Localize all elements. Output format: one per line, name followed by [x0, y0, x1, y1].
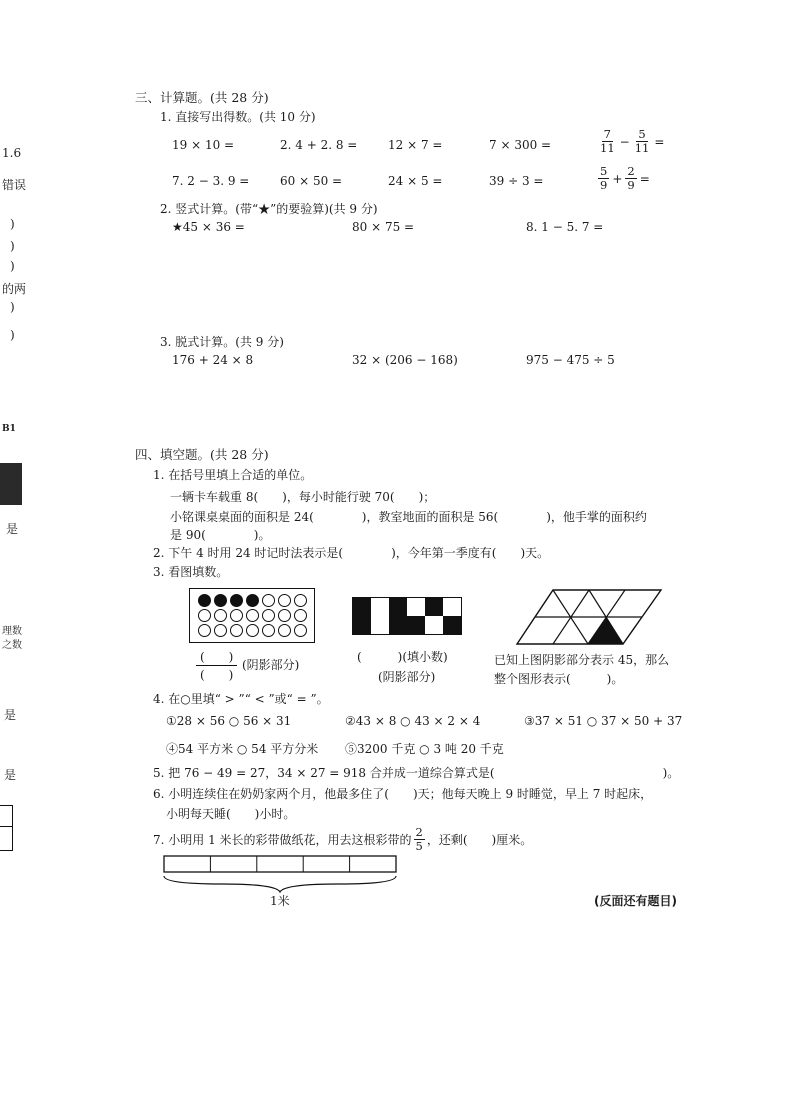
- s3-q2-item-3: 8. 1 − 5. 7 =: [526, 220, 604, 234]
- q7-text-post: ，还剩( )厘米。: [426, 833, 533, 847]
- edge-box: [0, 805, 13, 851]
- black-cell: [407, 616, 425, 634]
- empty-circle: [278, 594, 291, 607]
- ribbon-label: 1米: [270, 894, 290, 908]
- frac-num: 2: [415, 825, 423, 839]
- empty-circle: [214, 624, 227, 637]
- empty-circle: [278, 624, 291, 637]
- s3-q1-r1-c4: 7 × 300 =: [489, 138, 552, 152]
- figure-checker-board: [352, 597, 462, 635]
- footer-note: (反面还有题目): [594, 894, 677, 908]
- edge-frag-4: B1: [2, 424, 16, 434]
- frac-den: 9: [627, 178, 635, 192]
- frac-den: 5: [415, 839, 423, 853]
- s4-q2: 2. 下午 4 时用 24 时记时法表示是( )，今年第一季度有( )天。: [153, 546, 550, 560]
- s3-q3-title: 3. 脱式计算。(共 9 分): [160, 335, 284, 349]
- edge-paren-4: ): [10, 300, 15, 314]
- s3-q1-r1-c2: 2. 4 + 2. 8 =: [280, 138, 358, 152]
- empty-circle: [214, 609, 227, 622]
- white-cell: [425, 616, 443, 634]
- fig2-label: ( )(填小数): [357, 650, 448, 664]
- empty-circle: [230, 609, 243, 622]
- ribbon-bar: [164, 856, 396, 872]
- empty-circle: [262, 609, 275, 622]
- black-cell: [389, 598, 407, 616]
- empty-circle: [246, 624, 259, 637]
- black-cell: [353, 598, 371, 616]
- black-cell: [425, 598, 443, 616]
- edge-frag-6: 理数: [2, 626, 22, 637]
- filled-circle: [214, 594, 227, 607]
- s4-q1-line2: 小铭课桌桌面的面积是 24( )，教室地面的面积是 56( )，他手掌的面积约: [170, 510, 647, 524]
- s3-q1-r2-c4: 39 ÷ 3 =: [489, 174, 544, 188]
- empty-circle: [294, 624, 307, 637]
- frac-num: 7: [603, 127, 611, 141]
- s3-q1-r2-c2: 60 × 50 =: [280, 174, 343, 188]
- s4-q4-r1-2: ②43 × 8 ○ 43 × 2 × 4: [345, 714, 481, 728]
- frac-num: 2: [627, 164, 635, 178]
- frac-b: [633, 128, 652, 155]
- filled-circle: [198, 594, 211, 607]
- brace-icon: [164, 876, 396, 892]
- frac-a: [598, 165, 609, 192]
- edge-frag-1: 1.6: [2, 146, 22, 160]
- s3-q1-r1-c3: 12 × 7 =: [388, 138, 443, 152]
- section3-title: 三、计算题。(共 28 分): [135, 90, 269, 105]
- fig1-den-blank: ( ): [200, 668, 234, 682]
- s4-q6-line1: 6. 小明连续住在奶奶家两个月，他最多住了( )天；他每天晚上 9 时睡觉，早上 7 时起床，: [153, 787, 653, 801]
- edge-paren-3: ): [10, 259, 15, 273]
- s4-q4-title: 4. 在○里填“ > ”“ < ”或“ = ”。: [153, 692, 329, 706]
- frac-den: 9: [600, 178, 608, 192]
- s3-q1-frac-expr-2: [598, 165, 650, 192]
- fig3-line2: 整个图形表示( )。: [494, 672, 624, 686]
- fig1-num-blank: ( ): [196, 648, 237, 666]
- frac-num: 5: [600, 164, 608, 178]
- s4-q3-title: 3. 看图填数。: [153, 565, 229, 579]
- frac-eq: =: [654, 134, 665, 149]
- frac-den: 11: [600, 141, 615, 155]
- s4-q4-r1-3: ③37 × 51 ○ 37 × 50 + 37: [524, 714, 683, 728]
- empty-circle: [246, 609, 259, 622]
- edge-frag-3: 的两: [2, 282, 27, 296]
- fig3-line1: 已知上图阴影部分表示 45，那么: [494, 653, 670, 667]
- white-cell: [371, 616, 389, 634]
- edge-frag-9: 是: [4, 768, 17, 782]
- frac-eq: =: [639, 171, 650, 186]
- edge-paren-2: ): [10, 239, 15, 253]
- s3-q3-item-1: 176 + 24 × 8: [172, 353, 254, 367]
- filled-circle: [230, 594, 243, 607]
- s4-q7: [153, 826, 532, 853]
- edge-box-divider: [0, 826, 12, 827]
- frac-a: [598, 128, 617, 155]
- edge-frag-7: 之数: [2, 640, 22, 651]
- frac-b: [625, 165, 636, 192]
- s4-q6-line2: 小明每天睡( )小时。: [166, 807, 296, 821]
- edge-paren-1: ): [10, 217, 15, 231]
- q7-fraction: [414, 826, 425, 853]
- empty-circle: [262, 624, 275, 637]
- white-cell: [371, 598, 389, 616]
- s4-q1-title: 1. 在括号里填上合适的单位。: [153, 468, 313, 482]
- fig2-note: (阴影部分): [378, 670, 436, 684]
- black-cell: [389, 616, 407, 634]
- white-cell: [443, 598, 461, 616]
- empty-circle: [230, 624, 243, 637]
- black-cell: [443, 616, 461, 634]
- s3-q1-r2-c3: 24 × 5 =: [388, 174, 443, 188]
- figure-circle-grid: [189, 588, 315, 643]
- circle-row-2: [196, 608, 308, 623]
- s3-q1-frac-expr-1: [598, 128, 664, 155]
- s4-q4-r1-1: ①28 × 56 ○ 56 × 31: [166, 714, 292, 728]
- circle-row-1: [196, 593, 308, 608]
- s3-q3-item-2: 32 × (206 − 168): [352, 353, 458, 367]
- s3-q1-r2-c1: 7. 2 − 3. 9 =: [172, 174, 250, 188]
- edge-dark-image: [0, 463, 22, 505]
- edge-frag-5: 是: [6, 522, 19, 536]
- s4-q4-r2-1: ④54 平方米 ○ 54 平方分米: [166, 742, 319, 756]
- edge-frag-2: 错误: [2, 178, 27, 192]
- s4-q1-line1: 一辆卡车载重 8( )，每小时能行驶 70( )；: [170, 490, 436, 504]
- empty-circle: [294, 609, 307, 622]
- frac-op: −: [619, 134, 630, 149]
- empty-circle: [278, 609, 291, 622]
- s4-q5: 5. 把 76 − 49 = 27，34 × 27 = 918 合并成一道综合算式是( )。: [153, 766, 680, 780]
- fig1-note: (阴影部分): [242, 658, 300, 672]
- s3-q1-title: 1. 直接写出得数。(共 10 分): [160, 110, 316, 124]
- circle-row-3: [196, 623, 308, 638]
- s4-q4-r2-2: ⑤3200 千克 ○ 3 吨 20 千克: [345, 742, 504, 756]
- empty-circle: [198, 609, 211, 622]
- white-cell: [407, 598, 425, 616]
- empty-circle: [198, 624, 211, 637]
- s3-q2-item-2: 80 × 75 =: [352, 220, 415, 234]
- section4-title: 四、填空题。(共 28 分): [135, 447, 269, 462]
- frac-op: +: [612, 171, 623, 186]
- s4-q1-line3: 是 90( )。: [170, 528, 271, 542]
- frac-den: 11: [634, 141, 650, 155]
- edge-paren-5: ): [10, 328, 15, 342]
- s3-q3-item-3: 975 − 475 ÷ 5: [526, 353, 615, 367]
- fig1-fraction-blank: [196, 648, 237, 683]
- figure-parallelogram: [515, 588, 665, 648]
- s3-q2-title: 2. 竖式计算。(带“★”的要验算)(共 9 分): [160, 202, 378, 216]
- s3-q2-item-1: ★45 × 36 =: [172, 220, 245, 234]
- q7-text-pre: 7. 小明用 1 米长的彩带做纸花，用去这根彩带的: [153, 833, 412, 847]
- empty-circle: [294, 594, 307, 607]
- edge-frag-8: 是: [4, 708, 17, 722]
- ribbon-bar-diagram: [162, 854, 402, 894]
- s3-q1-r1-c1: 19 × 10 =: [172, 138, 235, 152]
- filled-circle: [246, 594, 259, 607]
- black-cell: [353, 616, 371, 634]
- empty-circle: [262, 594, 275, 607]
- shaded-triangle: [588, 617, 623, 644]
- frac-num: 5: [638, 127, 646, 141]
